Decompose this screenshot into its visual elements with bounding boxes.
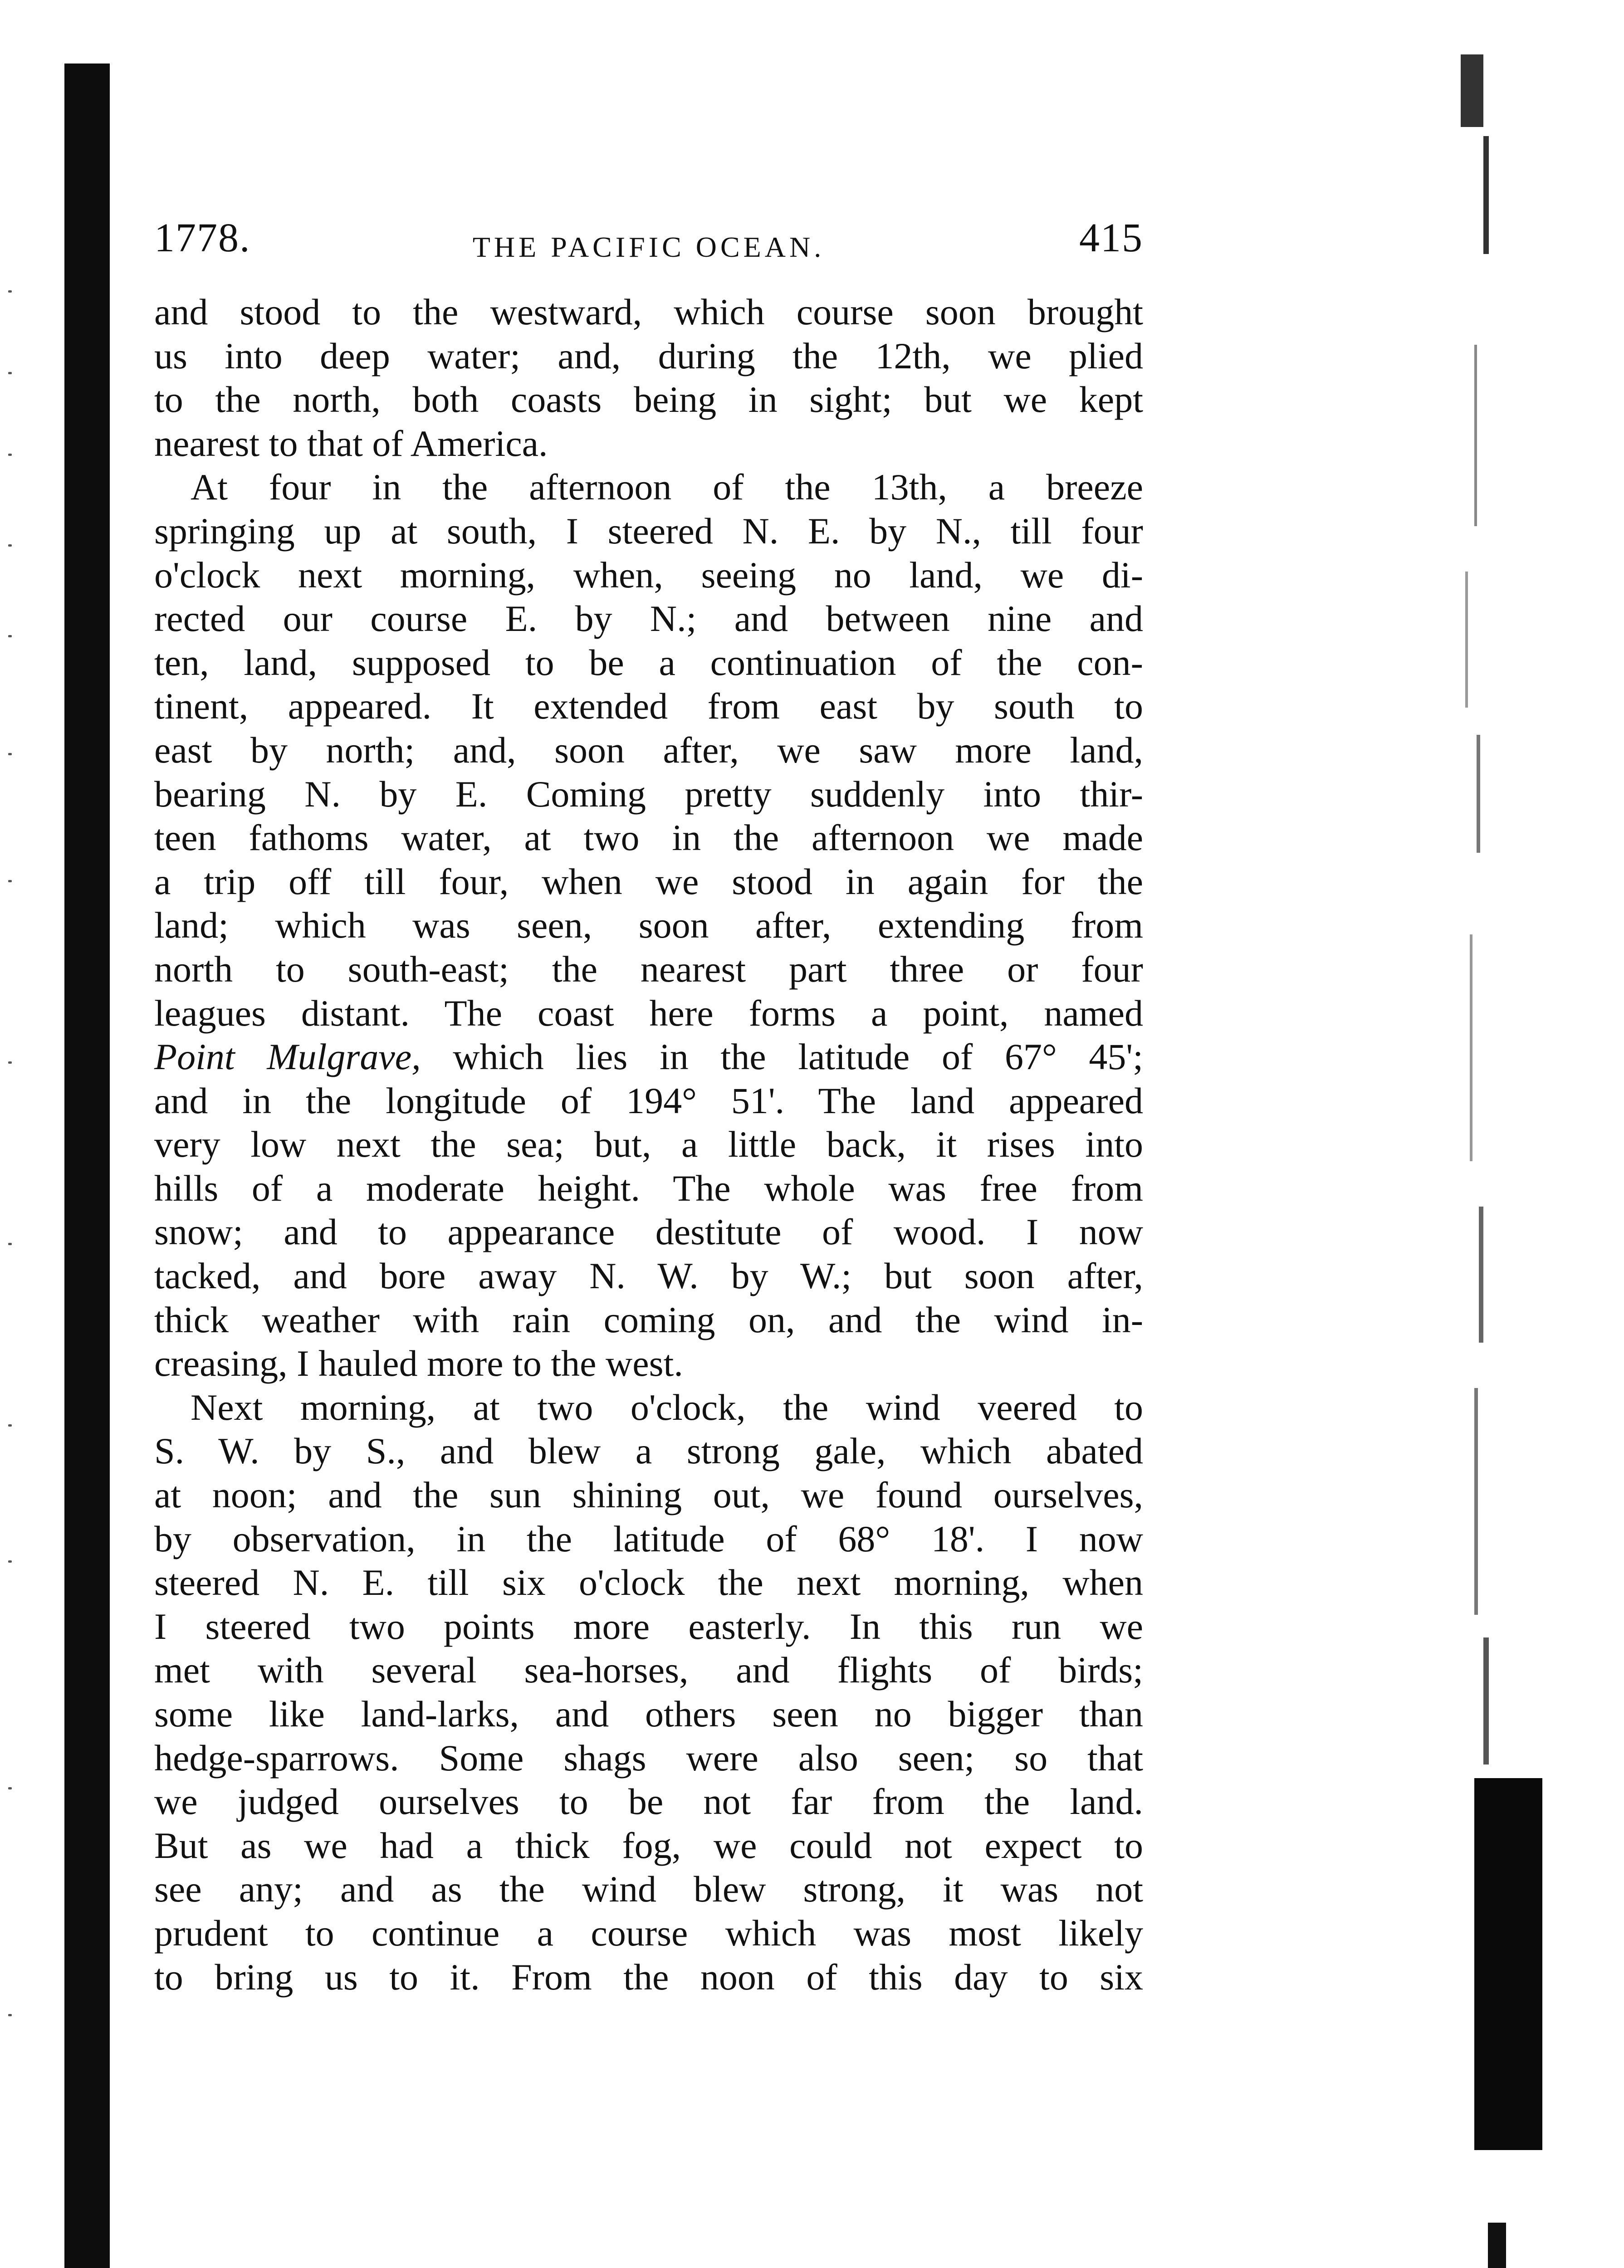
text-line: by observation, in the latitude of 68° 18'. I now: [154, 1518, 1143, 1559]
right-page-edge: [1433, 27, 1551, 2268]
dark-edge-block: [1474, 1778, 1542, 2150]
text-line: land; which was seen, soon after, extending from: [154, 904, 1143, 946]
text-line: very low next the sea; but, a little back, it rises into: [154, 1124, 1143, 1165]
text-line: But as we had a thick fog, we could not expect to: [154, 1824, 1143, 1866]
text-line: hills of a moderate height. The whole was free from: [154, 1167, 1143, 1209]
text-line: and stood to the westward, which course soon brought: [154, 291, 1143, 332]
text-line: Point Mulgrave, which lies in the latitude of 67° 45';: [154, 1036, 1143, 1078]
text-line: a trip off till four, when we stood in again for the: [154, 860, 1143, 902]
text-line: some like land-larks, and others seen no bigger than: [154, 1693, 1143, 1735]
text-line: creasing, I hauled more to the west.: [154, 1343, 683, 1384]
text-line: ten, land, supposed to be a continuation of the con-: [154, 641, 1143, 683]
margin-specks-left: [8, 290, 17, 2059]
text-line: leagues distant. The coast here forms a point, named: [154, 992, 1143, 1034]
text-line: we judged ourselves to be not far from the land.: [154, 1781, 1143, 1823]
text-line: at noon; and the sun shining out, we found ourselves,: [154, 1474, 1143, 1516]
text-line: Next morning, at two o'clock, the wind veered to: [191, 1386, 1143, 1428]
text-line: snow; and to appearance destitute of wood. I now: [154, 1211, 1143, 1253]
text-line: tacked, and bore away N. W. by W.; but soon after,: [154, 1255, 1143, 1297]
place-name-italic: Point Mulgrave,: [154, 1036, 421, 1078]
text-line: thick weather with rain coming on, and the wind in-: [154, 1299, 1143, 1340]
text-line: north to south-east; the nearest part three or four: [154, 948, 1143, 990]
header-title: THE PACIFIC OCEAN.: [472, 231, 825, 263]
header-year: 1778.: [154, 215, 251, 260]
text-line: east by north; and, soon after, we saw more land,: [154, 729, 1143, 771]
body-text: [154, 290, 1143, 1999]
text-line: bearing N. by E. Coming pretty suddenly into thir-: [154, 773, 1143, 815]
text-line: S. W. by S., and blew a strong gale, which abated: [154, 1430, 1143, 1472]
text-line: met with several sea-horses, and flights of birds;: [154, 1649, 1143, 1691]
text-line: springing up at south, I steered N. E. by N., till four: [154, 510, 1143, 552]
text-line: us into deep water; and, during the 12th, we plied: [154, 335, 1143, 376]
text-line: nearest to that of America.: [154, 422, 548, 464]
text-line: rected our course E. by N.; and between nine and: [154, 598, 1143, 640]
binding-shadow-left: [64, 64, 110, 2268]
text-line: I steered two points more easterly. In this run we: [154, 1605, 1143, 1647]
edge-mark-bottom: [1488, 2223, 1506, 2268]
text-line: o'clock next morning, when, seeing no land, we di-: [154, 554, 1143, 596]
text-line: prudent to continue a course which was most likely: [154, 1912, 1143, 1954]
text-line: At four in the afternoon of the 13th, a breeze: [191, 466, 1143, 508]
text-line: see any; and as the wind blew strong, it was not: [154, 1868, 1143, 1910]
text-line: tinent, appeared. It extended from east by south to: [154, 685, 1143, 727]
text-line: teen fathoms water, at two in the afternoon we made: [154, 817, 1143, 859]
text-line: hedge-sparrows. Some shags were also seen; so that: [154, 1737, 1143, 1779]
text-line: steered N. E. till six o'clock the next morning, when: [154, 1562, 1143, 1603]
text-line: to the north, both coasts being in sight; but we kept: [154, 379, 1143, 420]
text-line: to bring us to it. From the noon of this day to six: [154, 1956, 1143, 1998]
page-number: 415: [1079, 215, 1143, 260]
text-line: and in the longitude of 194° 51'. The land appeared: [154, 1080, 1143, 1121]
running-header: [154, 213, 1143, 272]
